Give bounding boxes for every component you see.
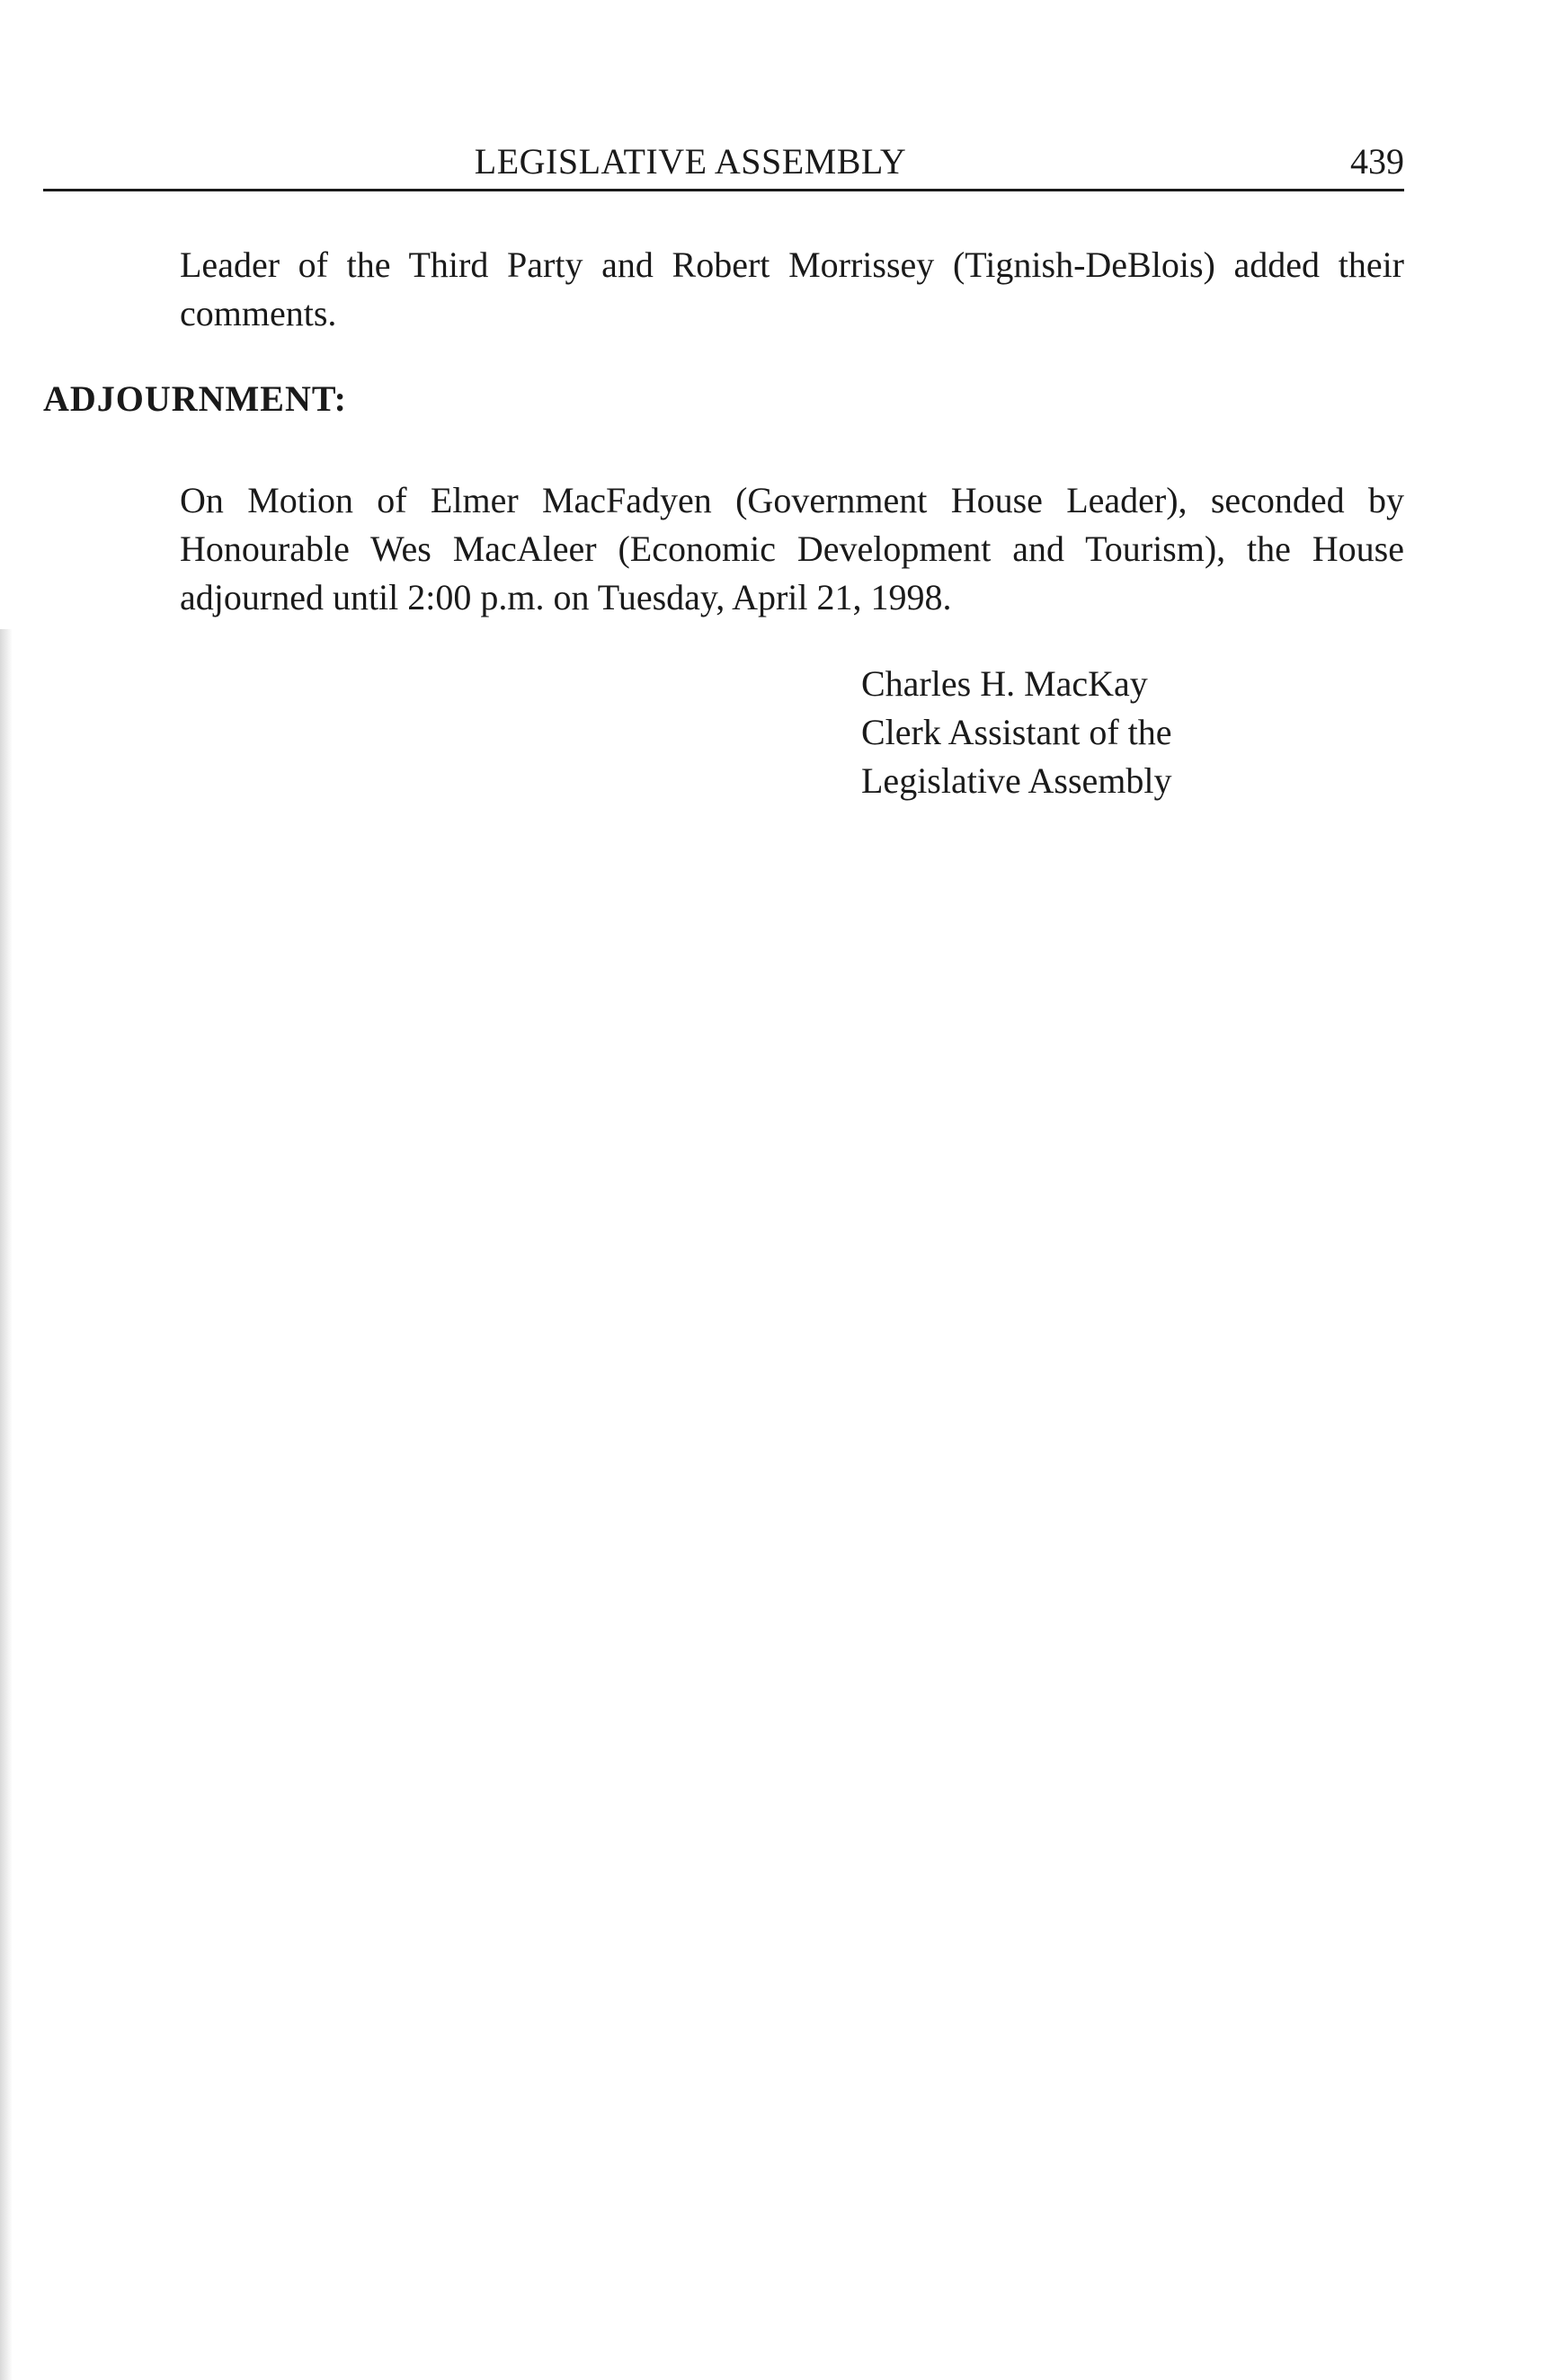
section-heading: ADJOURNMENT: [43,378,347,419]
running-header [43,135,1404,191]
page-number: 439 [1350,141,1404,182]
adjournment-paragraph: On Motion of Elmer MacFadyen (Government House Leader), seconded by Honourable Wes MacAleer (Economic Development and Tourism), the House adjourned until 2:00 p.m. on Tuesday, April 21, 1998. [180,480,1404,617]
signatory-title-line-1: Clerk Assistant of the [861,712,1172,752]
running-title: LEGISLATIVE ASSEMBLY [474,141,907,182]
signature-block [861,660,1172,805]
scan-edge-shadow [0,629,13,2380]
continuation-paragraph: Leader of the Third Party and Robert Morrissey (Tignish-DeBlois) added their comments. [180,244,1404,333]
signatory-name: Charles H. MacKay [861,663,1148,704]
signatory-title-line-2: Legislative Assembly [861,760,1172,801]
